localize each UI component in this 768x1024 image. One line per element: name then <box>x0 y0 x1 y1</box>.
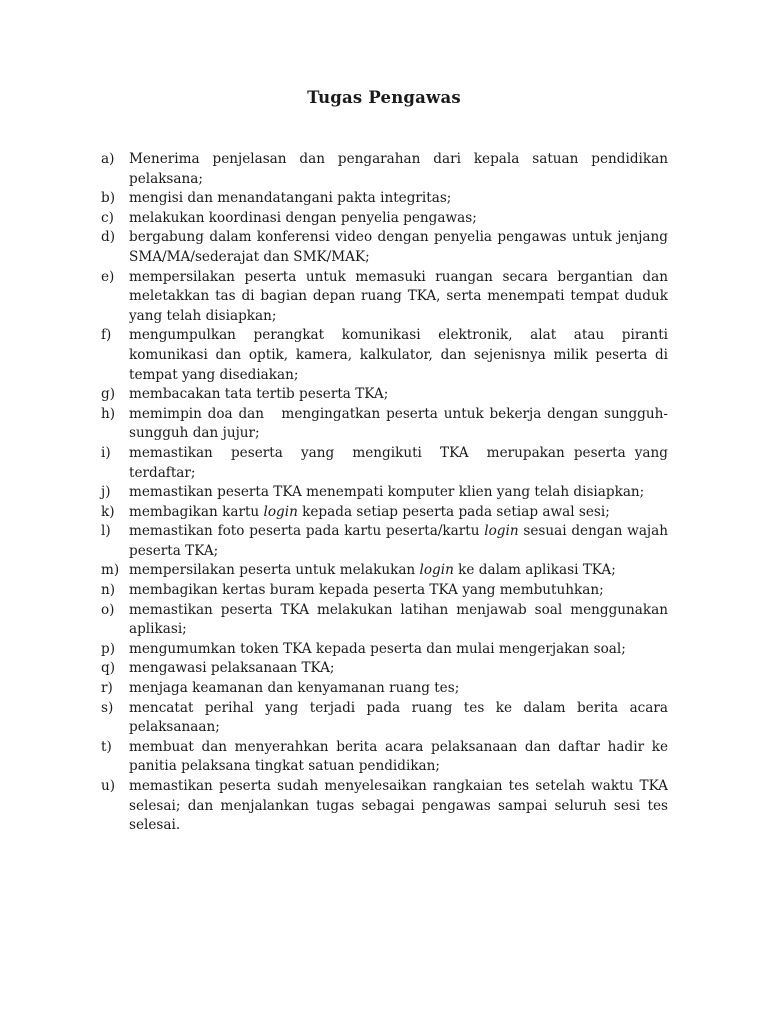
text-run: ke dalam aplikasi TKA; <box>453 562 616 579</box>
text-run: kepada setiap peserta pada setiap awal sesi; <box>297 503 610 520</box>
list-item-marker: m) <box>101 562 120 579</box>
list-item-marker: d) <box>101 229 116 246</box>
list-item-marker: s) <box>101 699 114 716</box>
list-item <box>101 228 673 267</box>
list-item-marker: t) <box>101 738 112 755</box>
list-item <box>101 601 673 640</box>
list-item <box>101 326 673 385</box>
text-run: mengisi dan menandatangani pakta integritas; <box>129 190 452 207</box>
text-run: memastikan peserta yang mengikuti TKA merupakan peserta yang terdaftar; <box>129 444 673 481</box>
list-item-text <box>129 189 668 209</box>
list-item-text <box>129 777 673 836</box>
list-item <box>101 503 668 523</box>
list-item <box>101 150 673 189</box>
list-item <box>101 738 673 777</box>
list-item <box>101 561 668 581</box>
list-item-text <box>129 503 668 523</box>
text-run: mempersilakan peserta untuk memasuki ruangan secara bergantian dan meletakkan tas di bagian depan ruang TKA, serta menempati tempat duduk yang telah disiapkan; <box>129 268 673 324</box>
text-run: mencatat perihal yang terjadi pada ruang tes ke dalam berita acara pelaksanaan; <box>129 699 673 736</box>
list-item-marker: c) <box>101 209 114 226</box>
text-run: mempersilakan peserta untuk melakukan <box>129 562 420 579</box>
list-item <box>101 777 673 836</box>
list-item <box>101 268 673 327</box>
text-run: membagikan kertas buram kepada peserta TKA yang membutuhkan; <box>129 582 604 599</box>
list-item <box>101 522 673 561</box>
list-item <box>101 483 668 503</box>
list-item-text <box>129 679 668 699</box>
list-item-marker: i) <box>101 444 111 461</box>
list-item-marker: n) <box>101 582 116 599</box>
list-item-text <box>129 326 673 385</box>
list-item <box>101 405 668 444</box>
list-item-marker: j) <box>101 484 111 501</box>
text-run: membacakan tata tertib peserta TKA; <box>129 386 389 403</box>
list-item-text <box>129 483 668 503</box>
list-item-marker: u) <box>101 778 116 794</box>
text-run: memimpin doa dan mengingatkan peserta untuk bekerja dengan sungguh-sungguh dan jujur; <box>129 405 668 442</box>
list-item-marker: b) <box>101 190 116 207</box>
list-item <box>101 385 668 405</box>
list-item-marker: a) <box>101 151 115 167</box>
text-run: mengumumkan token TKA kepada peserta dan mulai mengerjakan soal; <box>129 640 626 657</box>
text-run: menjaga keamanan dan kenyamanan ruang tes; <box>129 680 460 697</box>
list-item-marker: g) <box>101 386 116 403</box>
list-item-marker: k) <box>101 503 115 520</box>
list-item-text <box>129 522 673 561</box>
list-item-text <box>129 209 668 229</box>
list-item-text <box>129 444 673 483</box>
list-item-marker: o) <box>101 601 115 618</box>
list-item-text <box>129 738 673 777</box>
list-item-marker: q) <box>101 660 116 677</box>
text-run: sesuai dengan wajah peserta TKA; <box>129 523 673 559</box>
list-item-text <box>129 699 673 738</box>
text-run: Menerima penjelasan dan pengarahan dari kepala satuan pendidikan pelaksana; <box>129 151 673 187</box>
list-item-text <box>129 150 673 189</box>
text-run: mengawasi pelaksanaan TKA; <box>129 660 335 677</box>
text-run: membuat dan menyerahkan berita acara pelaksanaan dan daftar hadir ke panitia pelaksana tingkat satuan pendidikan; <box>129 738 673 775</box>
italic-term: login <box>484 523 519 540</box>
text-run: melakukan koordinasi dengan penyelia pengawas; <box>129 209 477 226</box>
text-run: memastikan peserta sudah menyelesaikan rangkaian tes setelah waktu TKA selesai; dan menjalankan tugas sebagai pengawas sampai seluruh sesi tes selesai. <box>129 778 673 834</box>
list-item <box>101 189 668 209</box>
text-run: membagikan kartu <box>129 503 264 520</box>
list-item-text <box>129 385 668 405</box>
list-item <box>101 679 668 699</box>
list-item-text <box>129 581 668 601</box>
list-item-marker: r) <box>101 680 113 697</box>
list-item-marker: l) <box>101 523 111 540</box>
list-item-text <box>129 561 668 581</box>
italic-term: login <box>419 562 454 579</box>
list-item-text <box>129 228 673 267</box>
text-run: memastikan peserta TKA melakukan latihan menjawab soal menggunakan aplikasi; <box>129 601 673 638</box>
list-item <box>101 444 673 483</box>
list-item-marker: f) <box>101 327 112 344</box>
task-list <box>101 150 673 836</box>
list-item-text <box>129 405 668 444</box>
list-item-text <box>129 659 668 679</box>
list-item-marker: h) <box>101 405 116 422</box>
text-run: memastikan foto peserta pada kartu peserta/kartu <box>129 523 485 540</box>
italic-term: login <box>263 503 298 520</box>
list-item-text <box>129 268 673 327</box>
list-item-marker: e) <box>101 268 115 285</box>
text-run: mengumpulkan perangkat komunikasi elektronik, alat atau piranti komunikasi dan optik, kamera, kalkulator, dan sejenisnya milik peserta di tempat yang disediakan; <box>129 327 673 383</box>
list-item <box>101 699 673 738</box>
list-item <box>101 659 668 679</box>
list-item-text <box>129 640 668 660</box>
list-item <box>101 640 668 660</box>
list-item <box>101 209 668 229</box>
text-run: bergabung dalam konferensi video dengan penyelia pengawas untuk jenjang SMA/MA/sederajat dan SMK/MAK; <box>129 229 673 265</box>
text-run: memastikan peserta TKA menempati komputer klien yang telah disiapkan; <box>129 484 645 501</box>
list-item <box>101 581 668 601</box>
document-title: Tugas Pengawas <box>307 88 461 107</box>
list-item-marker: p) <box>101 640 116 657</box>
list-item-text <box>129 601 673 640</box>
